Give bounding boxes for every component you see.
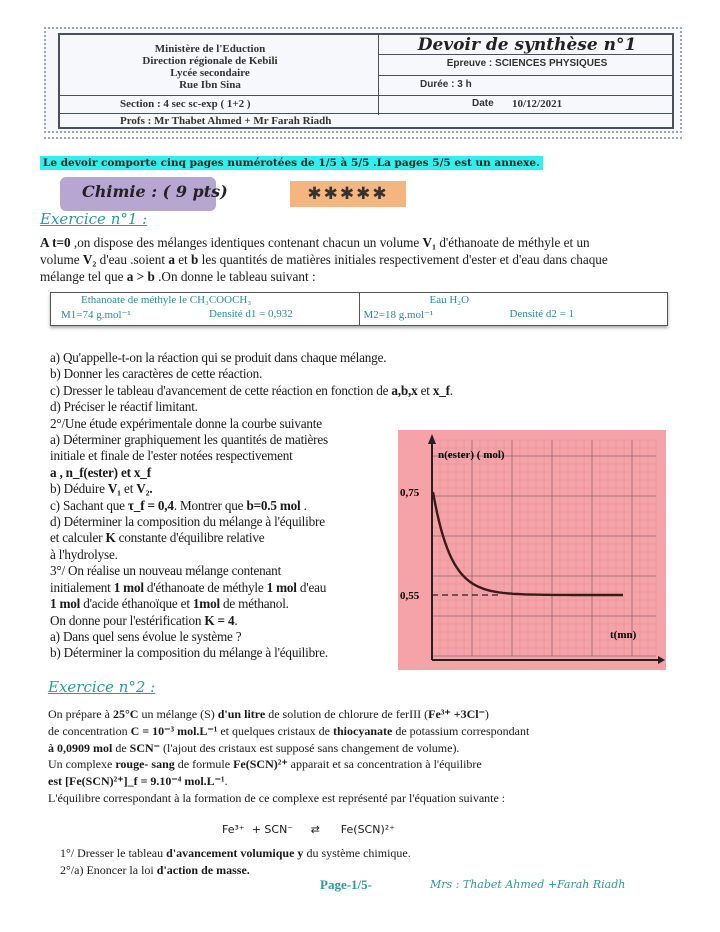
text-segment: b) Déterminer la composition du mélange à l'équilibre. [50,645,328,661]
text-segment: initialement [50,579,114,595]
section: Section : 4 sec sc-exp ( 1+2 ) [120,98,251,110]
exercise-2-text [48,706,529,807]
text-segment: rouge- sang [115,757,175,772]
text-segment: 25°C [112,707,139,721]
text-segment: V₂ [82,252,97,267]
text-line [50,645,453,661]
text-segment: les quantités de matières initiales respectivement d'ester et d'eau dans chaque [198,252,608,267]
text-line [50,514,453,530]
exercise-1-intro [40,234,608,285]
exercise-2-title: Exercice n°2 : [48,678,156,696]
text-segment: d'éthanoate de méthyle et un [436,235,590,250]
text-line [48,790,529,807]
ester-density: Densité d1 = 0,932 [209,308,293,320]
ester-graph [398,430,666,670]
text-segment: c) Dresser le tableau d'avancement de cette réaction en fonction de [50,382,392,398]
text-segment: 3°/ On réalise un nouveau mélange contenant [50,563,282,579]
text-line [50,399,453,415]
text-line [40,251,608,268]
text-segment: d'un litre [217,707,266,721]
text-segment: 1 mol [50,596,81,612]
text-segment: L'équilibre correspondant à la formation de ce complexe est représenté par l'équation suivante : [48,790,506,805]
text-segment: . [224,774,228,789]
text-segment: initiale et finale de l'ester notées respectivement [50,448,293,464]
text-segment: .On donne le tableau suivant : [154,269,316,284]
text-segment: apparait et sa concentration à l'équilibre [287,757,482,772]
text-segment: de solution de chlorure de ferIII ( [265,707,429,721]
text-segment: ,on dispose des mélanges identiques contenant chacun un volume [70,235,423,250]
text-segment: (l'ajout des cristaux est supposé sans changement de volume). [160,740,460,755]
text-line [50,448,453,464]
text-line [60,845,411,862]
stars-decoration: ✱✱✱✱✱ [290,181,406,207]
ester-name: Ethanoate de méthyle le CH₃COOCH₃ [81,294,252,306]
text-segment: Un complexe [48,757,116,772]
text-segment: du système chimique. [303,846,411,860]
text-segment: . [234,612,238,628]
text-segment: ) [484,707,489,721]
text-segment: a,b,x [391,382,418,398]
text-line [50,613,453,629]
text-segment: d'avancement volumique y [166,846,304,860]
water-cell [359,293,668,325]
text-segment: A t=0 [40,235,71,250]
exercise-1-questions [50,350,453,662]
exercise-1-title: Exercice n°1 : [40,210,148,228]
text-segment: b) Donner les caractères de cette réaction. [50,366,263,382]
profs: Profs : Mr Thabet Ahmed + Mr Farah Riadh [120,115,332,127]
text-segment: volume [40,252,83,267]
text-segment: d'eau .soient [96,252,169,267]
text-segment: constante d'équilibre relative [115,530,265,546]
text-segment: Fe³⁺ +3Cl⁻ [428,707,485,721]
text-segment: c) Sachant que [50,497,128,513]
ester-molar-mass: M1=74 g.mol⁻¹ [61,309,131,321]
text-line [48,723,529,740]
text-segment: 1 mol [113,579,144,595]
text-segment: Fe(SCN)²⁺ [233,757,288,772]
text-line [40,268,608,285]
text-segment: b [191,252,199,267]
text-line [50,547,453,563]
text-segment: d'acide éthanoïque et [80,596,193,612]
text-segment: d) Préciser le réactif limitant. [50,399,198,415]
text-segment: b) Déduire [50,481,108,497]
equilibrium-equation: Fe³⁺ + SCN⁻ ⇄ Fe(SCN)²⁺ [222,823,395,836]
text-segment: thiocyanate [332,723,393,738]
text-segment: est [Fe(SCN)²⁺]_f = 9.10⁻⁴ mol.L⁻¹ [48,774,225,789]
exercise-2-questions [60,845,411,879]
date: 10/12/2021 [512,98,563,110]
water-density: Densité d2 = 1 [509,308,575,320]
duree: Durée : 3 h [420,79,472,90]
text-segment: à 0,0909 mol [48,740,113,755]
data-table [50,292,668,326]
text-line [50,432,453,448]
footer-authors: Mrs : Thabet Ahmed +Farah Riadh [430,878,626,891]
text-segment: 1°/ Dresser le tableau [60,846,167,860]
text-segment: et [120,481,137,497]
y-axis-arrow [428,434,436,444]
ester-cell [51,293,359,325]
text-segment: K = 4 [204,612,235,628]
exam-title: Devoir de synthèse n°1 [417,35,637,55]
text-segment: 1 mol [266,579,297,595]
text-line [50,416,453,432]
text-segment: . [449,382,453,398]
text-line [50,563,453,579]
text-line [48,773,529,790]
water-name: Eau H₂O [429,294,470,306]
text-line [50,465,453,481]
text-line [50,383,453,399]
text-segment: a) Qu'appelle-t-on la réaction qui se produit dans chaque mélange. [50,350,387,365]
text-line [50,580,453,596]
water-molar-mass: M2=18 g.mol⁻¹ [363,309,434,321]
text-segment: a) Déterminer graphiquement les quantités de matières [50,432,328,448]
text-segment: mélange tel que [40,269,127,284]
y-tick-final: 0,55 [400,590,420,602]
text-segment: de [112,740,130,755]
text-segment: x_f [432,382,450,398]
text-segment: et [417,382,433,398]
text-segment: de méthanol. [219,596,289,612]
text-segment: V₂. [136,481,153,497]
text-line [50,350,453,366]
notice: Le devoir comporte cinq pages numérotées de 1/5 à 5/5 .La pages 5/5 est un annexe. [40,156,543,170]
text-segment: τ_f = 0,4 [127,497,174,513]
text-segment: d'éthanoate de méthyle [143,579,267,595]
text-segment: de concentration [48,723,131,738]
y-tick-initial: 0,75 [400,487,420,499]
text-segment: On prépare à [48,707,113,721]
street: Rue Ibn Sina [179,79,241,91]
text-segment: de formule [174,757,234,772]
text-segment: b=0.5 mol [246,497,301,513]
text-segment: et calculer [50,530,106,546]
text-line [48,740,529,757]
x-axis-arrow [658,656,665,664]
x-axis-label: t(mn) [610,629,637,641]
text-segment: a [168,252,175,267]
text-segment: K [105,530,116,546]
text-segment: . [300,497,307,513]
text-segment: . Montrer que [173,497,247,513]
text-line [50,530,453,546]
text-segment: a) Dans quel sens évolue le système ? [50,628,242,644]
text-line [48,706,529,723]
text-line [48,756,529,773]
text-segment: a , n_f(ester) et x_f [50,464,151,480]
date-label: Date [472,98,494,109]
text-segment: C = 10⁻³ mol.L⁻¹ [130,723,218,738]
text-segment: V₁ [422,235,437,250]
text-segment: 1mol [192,596,220,612]
text-line [50,498,453,514]
exam-header [58,33,674,129]
text-segment: d'eau [296,579,327,595]
text-line [50,596,453,612]
text-segment: On donne pour l'estérification [50,612,205,628]
chimie-heading: Chimie : ( 9 pts) [60,177,216,211]
direction: Direction régionale de Kebili [142,55,278,67]
text-line [40,234,608,251]
text-line [50,481,453,497]
graph-svg [398,430,666,670]
text-segment: 2°/a) Enoncer la loi [60,863,157,877]
y-axis-label: n(ester) ( mol) [438,449,505,461]
text-segment: et [174,252,192,267]
text-segment: un mélange (S) [138,707,218,721]
school: Lycée secondaire [170,67,250,79]
text-segment: de potassium correspondant [392,723,530,738]
divider [44,137,682,139]
text-segment: V₁ [107,481,121,497]
text-segment: d) Déterminer la composition du mélange à l'équilibre [50,514,325,530]
text-line [50,366,453,382]
text-segment: d'action de masse. [156,863,250,877]
ministry: Ministère de l'Eduction [154,43,266,55]
epreuve: Epreuve : SCIENCES PHYSIQUES [446,58,608,69]
text-segment: 2°/Une étude expérimentale donne la courbe suivante [50,415,322,431]
text-segment: SCN⁻ [129,740,161,755]
text-segment: à l'hydrolyse. [50,546,118,562]
text-line [50,629,453,645]
text-segment: a > b [126,269,155,284]
page-number: Page-1/5- [320,877,372,892]
text-segment: et quelques cristaux de [217,723,333,738]
